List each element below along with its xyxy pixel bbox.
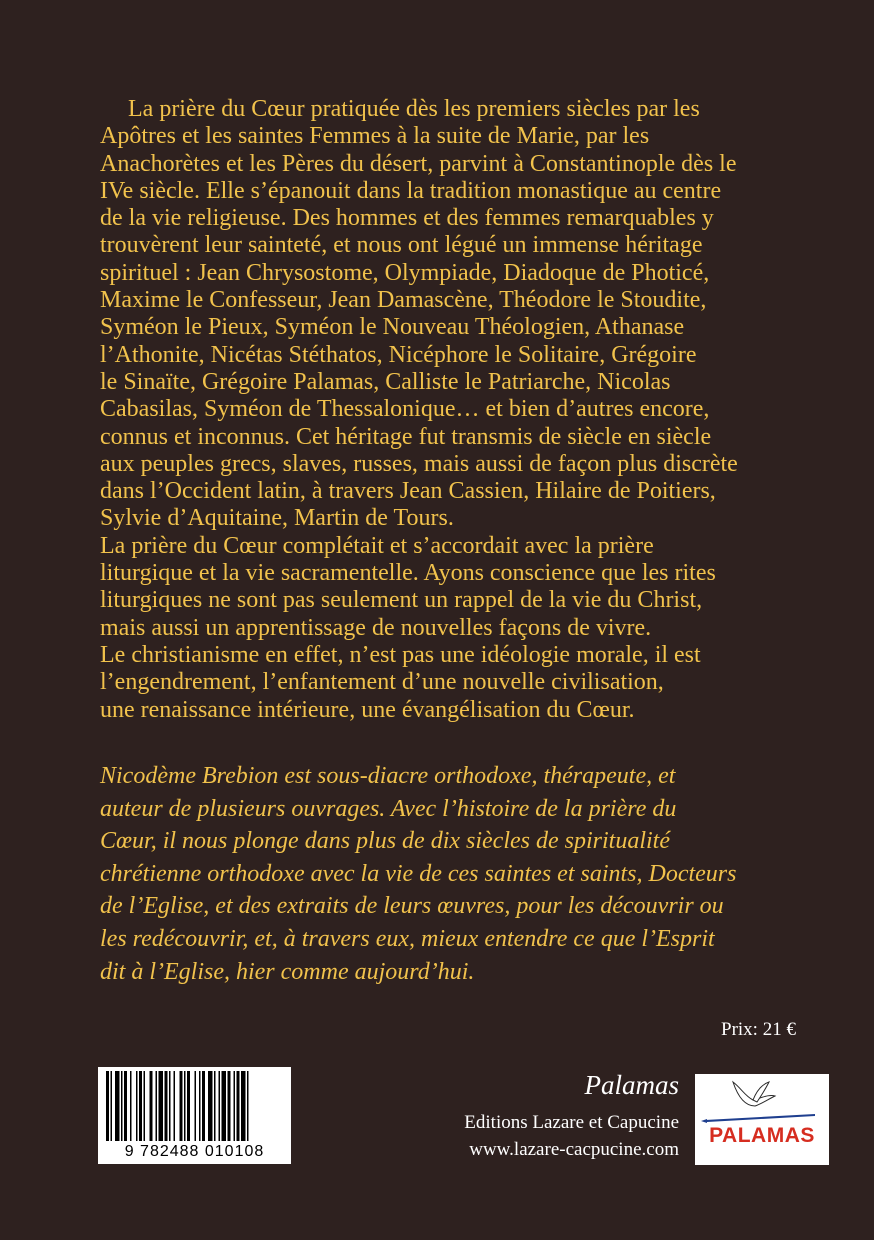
bio-line: Nicodème Brebion est sous-diacre orthodoxe, thérapeute, et	[100, 763, 676, 789]
description-line: Syméon le Pieux, Syméon le Nouveau Théologien, Athanase	[100, 314, 685, 341]
barcode-bar	[144, 1071, 146, 1141]
barcode-bar	[208, 1071, 213, 1141]
isbn-barcode	[98, 1067, 291, 1164]
barcode-bar	[237, 1071, 240, 1141]
barcode-bar	[234, 1071, 236, 1141]
barcode-bar	[111, 1071, 113, 1141]
barcode-bar	[199, 1071, 201, 1141]
description-line: le Sinaïte, Grégoire Palamas, Calliste le Patriarche, Nicolas	[100, 368, 671, 395]
barcode-bar	[115, 1071, 120, 1141]
barcode-bar	[124, 1071, 127, 1141]
description-line: l’engendrement, l’enfantement d’une nouvelle civilisation,	[100, 669, 664, 696]
barcode-digits: 9 782488 010108	[124, 1143, 265, 1160]
barcode-bar	[180, 1071, 183, 1141]
description-line: La prière du Cœur complétait et s’accordait avec la prière	[100, 532, 654, 559]
barcode-bar	[159, 1071, 164, 1141]
barcode-bar	[219, 1071, 221, 1141]
barcode-bar	[165, 1071, 168, 1141]
back-cover-description	[100, 96, 800, 724]
bio-line: auteur de plusieurs ouvrages. Avec l’histoire de la prière du	[100, 795, 677, 822]
barcode-bar	[121, 1071, 123, 1141]
barcode-bar	[156, 1071, 158, 1141]
description-line: Apôtres et les saintes Femmes à la suite de Marie, par les	[100, 123, 650, 150]
description-line: liturgique et la vie sacramentelle. Ayons conscience que les rites	[100, 560, 716, 587]
barcode-bar	[169, 1071, 171, 1141]
description-line: Anachorètes et les Pères du désert, parvint à Constantinople dès le	[100, 150, 737, 177]
logo-text: PALAMAS	[709, 1124, 815, 1147]
barcode-bar	[130, 1071, 132, 1141]
bio-line: de l’Eglise, et des extraits de leurs œuvres, pour les découvrir ou	[100, 893, 724, 920]
description-line: trouvèrent leur sainteté, et nous ont légué un immense héritage	[100, 232, 703, 259]
palamas-logo	[695, 1074, 829, 1165]
barcode-bar	[187, 1071, 190, 1141]
barcode-bar	[202, 1071, 205, 1141]
publisher-url: www.lazare-cacpucine.com	[469, 1139, 679, 1160]
description-line: La prière du Cœur pratiquée dès les premiers siècles par les	[128, 96, 700, 122]
bio-line: dit à l’Eglise, hier comme aujourd’hui.	[100, 958, 475, 985]
barcode-bar	[106, 1071, 109, 1141]
description-line: liturgiques ne sont pas seulement un rappel de la vie du Christ,	[100, 587, 703, 614]
bio-line: chrétienne orthodoxe avec la vie de ces saintes et saints, Docteurs	[100, 860, 737, 887]
barcode-bar	[222, 1071, 227, 1141]
description-line: spirituel : Jean Chrysostome, Olympiade, Diadoque de Photicé,	[100, 259, 710, 286]
description-line: une renaissance intérieure, une évangélisation du Cœur.	[100, 696, 635, 723]
author-bio	[100, 760, 800, 988]
dove-icon	[695, 1074, 829, 1165]
barcode-bar	[228, 1071, 231, 1141]
barcode-bar	[195, 1071, 197, 1141]
description-line: dans l’Occident latin, à travers Jean Cassien, Hilaire de Poitiers,	[100, 478, 716, 505]
barcode-bar	[184, 1071, 186, 1141]
description-line: mais aussi un apprentissage de nouvelles façons de vivre.	[100, 614, 652, 641]
description-line: Cabasilas, Syméon de Thessalonique… et bien d’autres encore,	[100, 396, 710, 423]
barcode-bar	[214, 1071, 216, 1141]
bio-line: Cœur, il nous plonge dans plus de dix siècles de spiritualité	[100, 828, 670, 855]
barcode-bar	[150, 1071, 153, 1141]
price-label: Prix: 21 €	[721, 1019, 796, 1040]
description-line: Sylvie d’Aquitaine, Martin de Tours.	[100, 505, 454, 532]
description-line: aux peuples grecs, slaves, russes, mais aussi de façon plus discrète	[100, 450, 738, 477]
description-line: de la vie religieuse. Des hommes et des femmes remarquables y	[100, 205, 714, 232]
description-line: connus et inconnus. Cet héritage fut transmis de siècle en siècle	[100, 423, 712, 450]
barcode-bar	[241, 1071, 246, 1141]
publisher-editions: Editions Lazare et Capucine	[464, 1112, 679, 1133]
publisher-name: Palamas	[584, 1070, 679, 1100]
barcode-bar	[139, 1071, 142, 1141]
barcode-bar	[136, 1071, 138, 1141]
description-line: Maxime le Confesseur, Jean Damascène, Théodore le Stoudite,	[100, 287, 707, 314]
description-line: l’Athonite, Nicétas Stéthatos, Nicéphore le Solitaire, Grégoire	[100, 341, 697, 368]
bio-line: les redécouvrir, et, à travers eux, mieux entendre ce que l’Esprit	[100, 925, 715, 952]
description-line: IVe siècle. Elle s’épanouit dans la tradition monastique au centre	[100, 177, 722, 204]
barcode-bar	[247, 1071, 249, 1141]
barcode-bar	[174, 1071, 176, 1141]
description-line: Le christianisme en effet, n’est pas une idéologie morale, il est	[100, 641, 701, 668]
